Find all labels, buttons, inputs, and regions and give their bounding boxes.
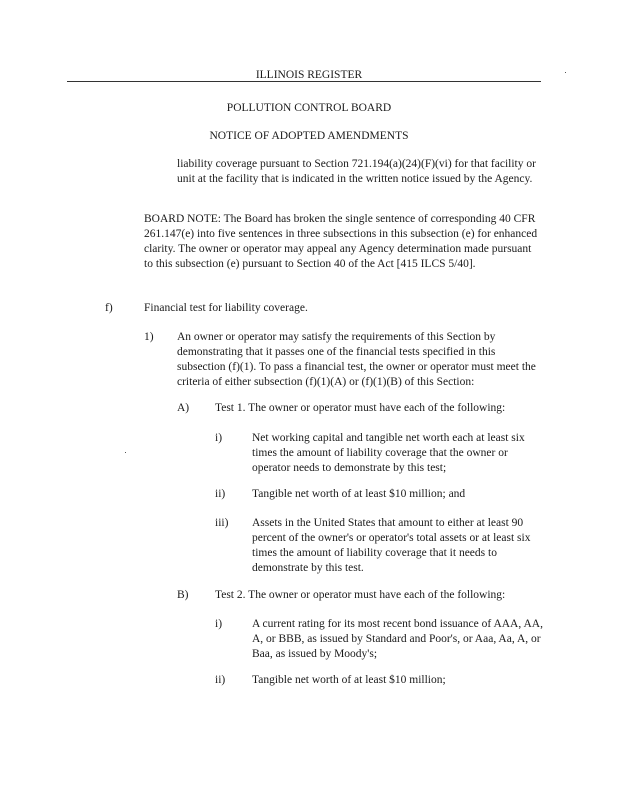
test-a-marker: A) <box>177 402 190 414</box>
board-note: BOARD NOTE: The Board has broken the single sentence of corresponding 40 CFR 261.147(e) into five sentences in three subsections in this subsection (e) for enhanced clarity. The owner or operator may appeal any Agency determination made pursuant to this subsection (e) pursuant to Section 40 of the Act [415 ILCS 5/40]. <box>144 213 538 270</box>
register-title: ILLINOIS REGISTER <box>255 69 363 81</box>
section-f-marker: f) <box>105 302 113 314</box>
header-rule <box>67 81 541 82</box>
scan-speck <box>565 72 566 73</box>
scan-speck <box>125 452 126 453</box>
section-f-heading: Financial test for liability coverage. <box>144 302 308 314</box>
test-a-item-ii-text: Tangible net worth of at least $10 million; and <box>252 488 466 500</box>
continued-paragraph: liability coverage pursuant to Section 721.194(a)(24)(F)(vi) for that facility or unit at the facility that is indicated in the written notice issued by the Agency. <box>177 158 536 185</box>
test-b-item-ii-marker: ii) <box>215 674 226 686</box>
item-1-text: An owner or operator may satisfy the requirements of this Section by demonstrating that it passes one of the financial tests specified in this subsection (f)(1). To pass a financial test, the owner or operator must meet the criteria of either subsection (f)(1)(A) or (f)(1)(B) of this Section: <box>177 331 536 388</box>
test-b-item-ii-text: Tangible net worth of at least $10 million; <box>252 674 446 686</box>
test-a-item-iii-marker: iii) <box>215 517 229 529</box>
test-b-marker: B) <box>177 589 189 601</box>
test-a-text: Test 1. The owner or operator must have each of the following: <box>215 402 506 414</box>
test-b-text: Test 2. The owner or operator must have each of the following: <box>215 589 506 601</box>
test-a-item-i-text: Net working capital and tangible net worth each at least six times the amount of liability coverage that the owner or operator needs to demonstrate by this test; <box>252 432 525 474</box>
test-b-item-i-marker: i) <box>215 618 223 630</box>
test-a-item-i-marker: i) <box>215 432 223 444</box>
board-title: POLLUTION CONTROL BOARD <box>226 102 392 114</box>
test-a-item-iii-text: Assets in the United States that amount to either at least 90 percent of the owner's or operator's total assets or at least six times the amount of liability coverage that it needs to demonstrate by this test. <box>252 517 531 574</box>
test-b-item-i-text: A current rating for its most recent bond issuance of AAA, AA, A, or BBB, as issued by Standard and Poor's, or Aaa, Aa, A, or Baa, as issued by Moody's; <box>252 618 543 660</box>
item-1-marker: 1) <box>144 331 154 343</box>
test-a-item-ii-marker: ii) <box>215 488 226 500</box>
notice-title: NOTICE OF ADOPTED AMENDMENTS <box>209 130 409 142</box>
